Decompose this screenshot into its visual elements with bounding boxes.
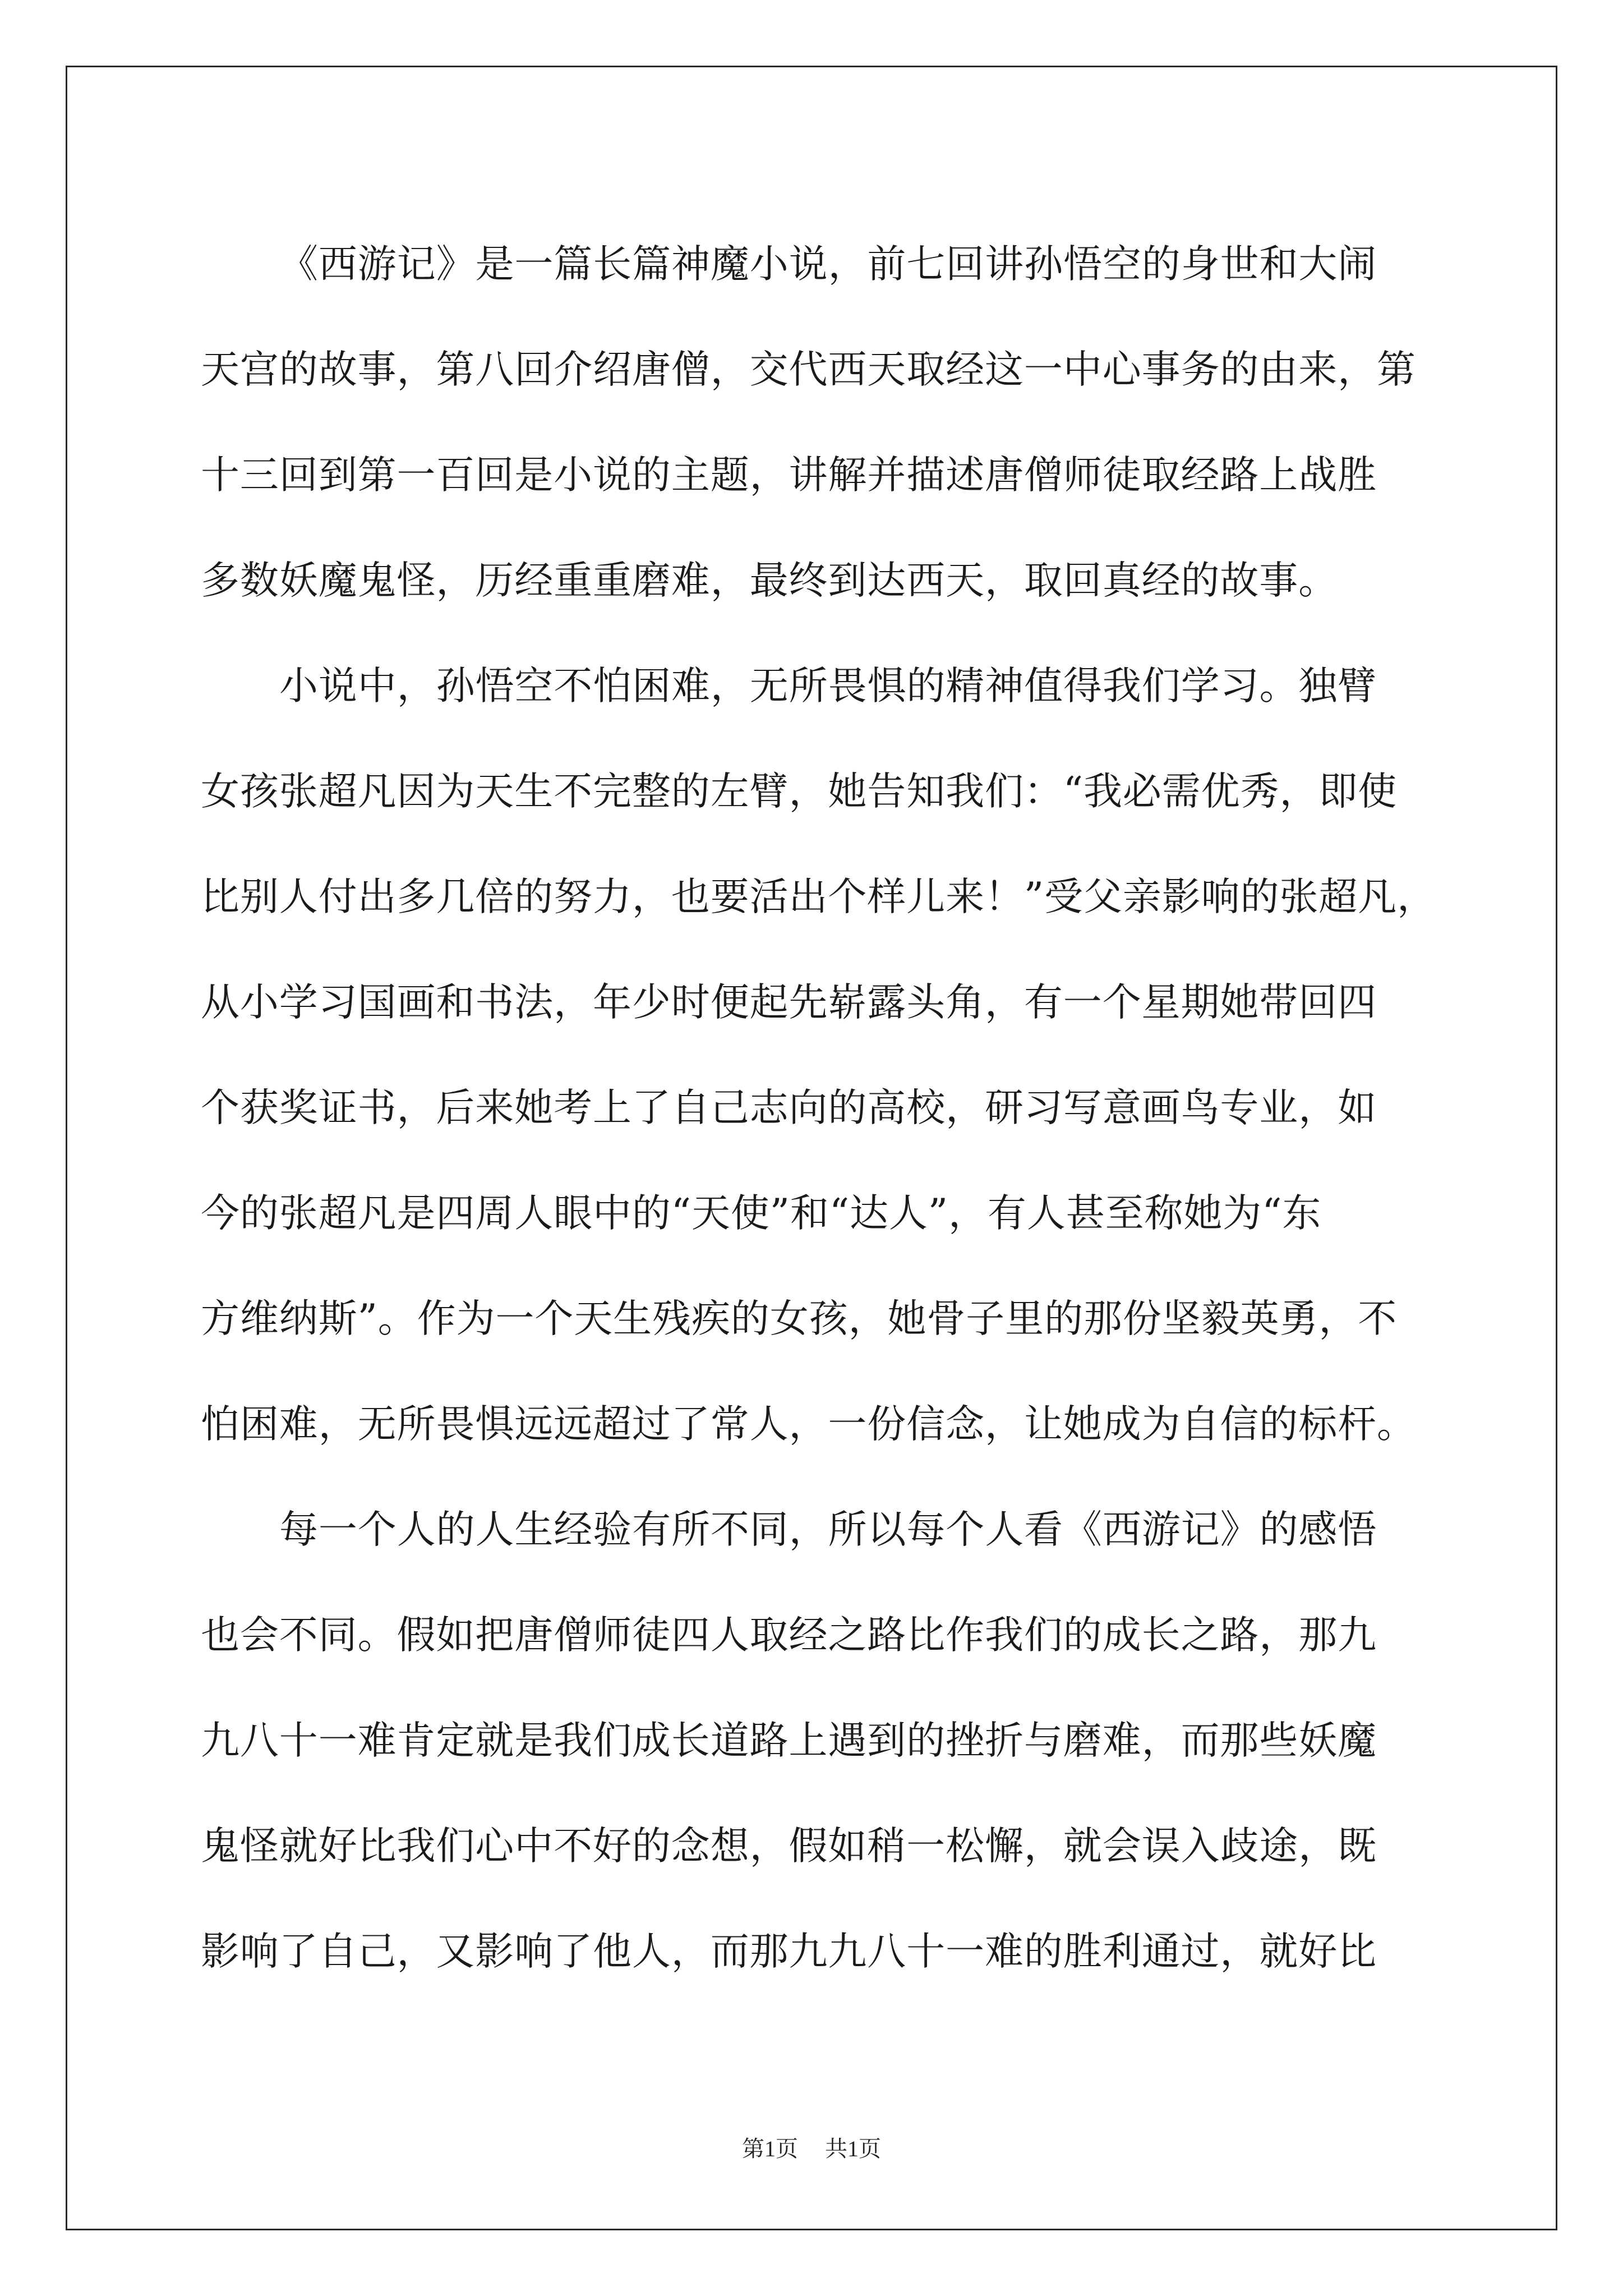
page-footer <box>0 2135 1623 2163</box>
paragraph-2 <box>201 633 1437 1477</box>
document-body <box>201 211 1437 2004</box>
total-pages: 共1页 <box>825 2136 881 2161</box>
paragraph-1 <box>201 211 1423 633</box>
text-line: 今的张超凡是四周人眼中的“天使”和“达人”，有人甚至称她为“东 <box>201 1191 1322 1236</box>
text-line: 怕困难，无所畏惧远远超过了常人，一份信念，让她成为自信的标杆。 <box>201 1402 1416 1447</box>
text-line: 从小学习国画和书法，年少时便起先崭露头角，有一个星期她带回四 <box>201 980 1377 1025</box>
text-line: 方维纳斯”。作为一个天生残疾的女孩，她骨子里的那份坚毅英勇，不 <box>201 1296 1398 1341</box>
paragraph-3 <box>201 1477 1423 2004</box>
text-line: 鬼怪就好比我们心中不好的念想，假如稍一松懈，就会误入歧途，既 <box>201 1824 1377 1869</box>
text-line: 多数妖魔鬼怪，历经重重磨难，最终到达西天，取回真经的故事。 <box>201 558 1338 603</box>
text-line: 女孩张超凡因为天生不完整的左臂，她告知我们：“我必需优秀，即使 <box>201 769 1398 814</box>
text-line: 小说中，孙悟空不怕困难，无所畏惧的精神值得我们学习。独臂 <box>279 664 1377 708</box>
text-line: 比别人付出多几倍的努力，也要活出个样儿来！”受父亲影响的张超凡， <box>201 875 1437 919</box>
text-line: 天宫的故事，第八回介绍唐僧，交代西天取经这一中心事务的由来，第 <box>201 347 1416 392</box>
text-line: 个获奖证书，后来她考上了自己志向的高校，研习写意画鸟专业，如 <box>201 1085 1377 1130</box>
page-number: 第1页 <box>742 2136 798 2161</box>
text-line: 也会不同。假如把唐僧师徒四人取经之路比作我们的成长之路，那九 <box>201 1613 1377 1658</box>
text-line: 十三回到第一百回是小说的主题，讲解并描述唐僧师徒取经路上战胜 <box>201 453 1377 498</box>
text-line: 《西游记》是一篇长篇神魔小说，前七回讲孙悟空的身世和大闹 <box>279 242 1377 287</box>
text-line: 九八十一难肯定就是我们成长道路上遇到的挫折与磨难，而那些妖魔 <box>201 1718 1377 1763</box>
text-line: 影响了自己，又影响了他人，而那九九八十一难的胜利通过，就好比 <box>201 1929 1377 1974</box>
text-line: 每一个人的人生经验有所不同，所以每个人看《西游记》的感悟 <box>279 1507 1377 1552</box>
